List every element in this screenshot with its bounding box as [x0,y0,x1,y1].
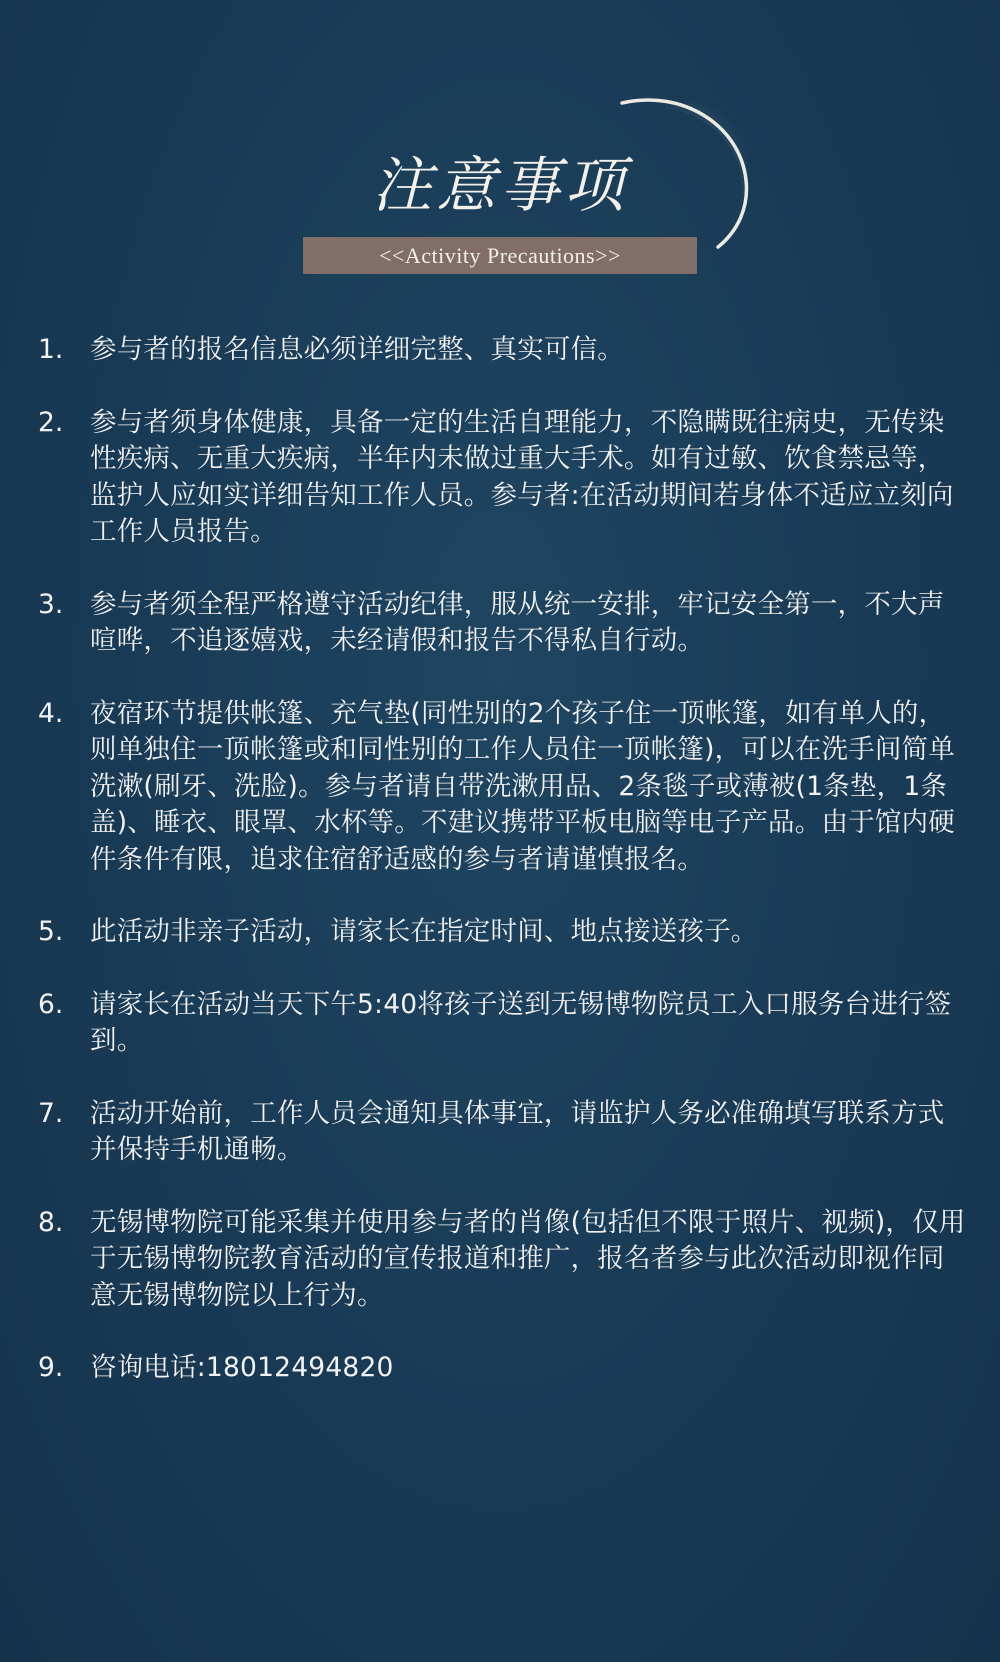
list-item-text: 参与者须身体健康，具备一定的生活自理能力，不隐瞒既往病史，无传染性疾病、无重大疾病，半年内未做过重大手术。如有过敏、饮食禁忌等，监护人应如实详细告知工作人员。参与者:在活动期间若身体不适应立刻向工作人员报告。 [90,406,954,547]
subtitle-banner: <<Activity Precautions>> [303,237,697,274]
list-item-text: 参与者的报名信息必须详细完整、真实可信。 [90,334,624,365]
list-item-number: 8. [38,1206,64,1238]
list-item-number: 5. [38,916,64,947]
list-item [38,587,970,660]
list-item-number: 9. [38,1352,64,1383]
list-item-number: 7. [38,1097,64,1129]
list-item-number: 4. [38,697,64,729]
list-item-text: 此活动非亲子活动，请家长在指定时间、地点接送孩子。 [90,916,758,947]
list-item [38,914,970,951]
list-item-text: 夜宿环节提供帐篷、充气垫(同性别的2个孩子住一顶帐篷，如有单人的，则单独住一顶帐篷或和同性别的工作人员住一顶帐篷)，可以在洗手间简单洗漱(刷牙、洗脸)。参与者请自带洗漱用品、2条毯子或薄被(1条垫，1条盖)、睡衣、眼罩、水杯等。不建议携带平板电脑等电子产品。由于馆内硬件条件有限，追求住宿舒适感的参与者请谨慎报名。 [90,697,955,875]
page-title: 注意事项 [372,151,628,221]
list-item-number: 2. [38,406,64,438]
list-item [38,696,970,879]
list-item [38,987,970,1060]
list-item-text: 活动开始前，工作人员会通知具体事宜，请监护人务必准确填写联系方式并保持手机通畅。 [90,1097,945,1165]
precautions-list [38,332,970,1423]
list-item [38,405,970,551]
list-item-number: 1. [38,334,64,365]
list-item-number: 6. [38,988,64,1020]
list-item-text: 无锡博物院可能采集并使用参与者的肖像(包括但不限于照片、视频)，仅用于无锡博物院教育活动的宣传报道和推广，报名者参与此次活动即视作同意无锡博物院以上行为。 [90,1206,966,1311]
list-item [38,332,970,369]
list-item [38,1205,970,1315]
list-item-number: 3. [38,588,64,620]
list-item-text: 参与者须全程严格遵守活动纪律，服从统一安排，牢记安全第一，不大声喧哗，不追逐嬉戏，未经请假和报告不得私自行动。 [90,588,945,656]
list-item [38,1096,970,1169]
list-item-text: 请家长在活动当天下午5:40将孩子送到无锡博物院员工入口服务台进行签到。 [90,988,952,1056]
contact-phone-item [38,1350,970,1387]
contact-phone-text: 咨询电话:18012494820 [90,1352,394,1383]
